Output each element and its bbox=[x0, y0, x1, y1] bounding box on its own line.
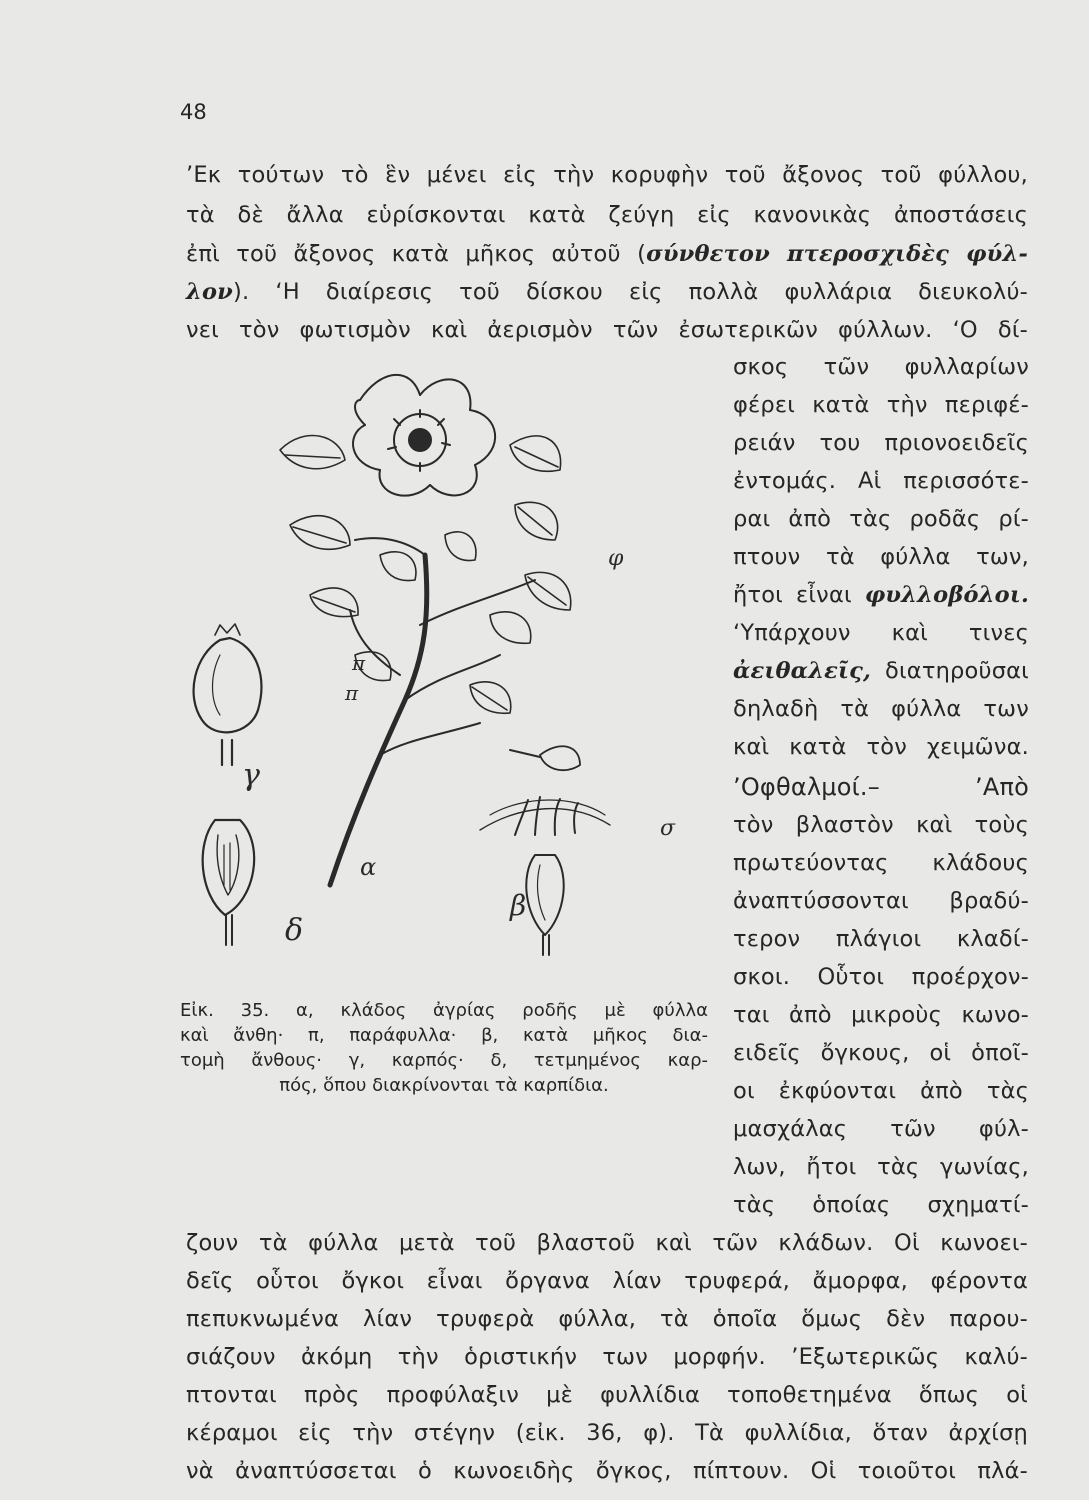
term-emphasis: λον bbox=[186, 279, 233, 305]
rose-illustration bbox=[180, 355, 710, 980]
figure-label-alpha: α bbox=[360, 853, 377, 881]
caption-line: Εἰκ. 35. α, κλάδος ἀγρίας ροδῆς μὲ φύλλα bbox=[180, 1000, 708, 1021]
page-number: 48 bbox=[180, 100, 207, 124]
text-line: λον). ‘Η διαίρεσις τοῦ δίσκου εἰς πολλὰ φυλλάρια διευκολύ- bbox=[186, 279, 1028, 305]
text-line: πρωτεύοντας κλάδους bbox=[733, 850, 1029, 876]
rose-branch-figure bbox=[180, 355, 710, 980]
term-emphasis: ἀειθαλεῖς, bbox=[733, 658, 872, 684]
text-line: ἀναπτύσσονται βραδύ- bbox=[733, 888, 1029, 914]
flower-section-drawing bbox=[480, 797, 610, 955]
text-line: πτουν τὰ φύλλα των, bbox=[733, 544, 1029, 570]
figure-label-pi: π bbox=[352, 651, 366, 675]
figure-label-phi: φ bbox=[608, 546, 624, 571]
text-line: ἀειθαλεῖς, διατηροῦσαι bbox=[733, 658, 1029, 684]
text-line: δεῖς οὗτοι ὄγκοι εἶναι ὄργανα λίαν τρυφερά, ἄμορφα, φέροντα bbox=[186, 1268, 1028, 1294]
text-line: κέραμοι εἰς τὴν στέγην (εἰκ. 36, φ). Τὰ φυλλίδια, ὅταν ἀρχίσῃ bbox=[186, 1420, 1028, 1446]
term-emphasis: φυλλοβόλοι. bbox=[864, 582, 1029, 608]
caption-line: καὶ ἄνθη· π, παράφυλλα· β, κατὰ μῆκος δια- bbox=[180, 1025, 708, 1046]
text-line: δηλαδὴ τὰ φύλλα των bbox=[733, 696, 1029, 722]
text-line: τὰ δὲ ἄλλα εὑρίσκονται κατὰ ζεύγη εἰς κανονικὰς ἀποστάσεις bbox=[186, 202, 1028, 228]
text-line: φέρει κατὰ τὴν περιφέ- bbox=[733, 392, 1029, 418]
text-line: ειδεῖς ὄγκους, οἱ ὁποῖ- bbox=[733, 1040, 1029, 1066]
text-line: πεπυκνωμένα λίαν τρυφερὰ φύλλα, τὰ ὁποῖα ὅμως δὲν παρου- bbox=[186, 1306, 1028, 1332]
fruit-drawing bbox=[194, 624, 262, 765]
text-line: πτονται πρὸς προφύλαξιν μὲ φυλλίδια τοποθετημένα ὅπως οἱ bbox=[186, 1382, 1028, 1408]
text-line: οι ἐκφύονται ἀπὸ τὰς bbox=[733, 1078, 1029, 1104]
text-line: ἐπὶ τοῦ ἄξονος κατὰ μῆκος αὐτοῦ (σύνθετον πτεροσχιδὲς φύλ- bbox=[186, 241, 1028, 267]
text-line: ζουν τὰ φύλλα μετὰ τοῦ βλαστοῦ καὶ τῶν κλάδων. Οἱ κωνοει- bbox=[186, 1230, 1028, 1256]
text-line: νὰ ἀναπτύσσεται ὁ κωνοειδὴς ὄγκος, πίπτουν. Οἱ τοιοῦτοι πλά- bbox=[186, 1458, 1028, 1484]
figure-label-pi: π bbox=[345, 681, 359, 705]
term-emphasis: σύνθετον πτεροσχιδὲς φύλ- bbox=[646, 241, 1028, 267]
section-heading-line: ’Οφθαλμοί.– ’Απὸ bbox=[733, 773, 1029, 801]
text-line: σιάζουν ἀκόμη τὴν ὁριστικήν των μορφήν. ’Εξωτερικῶς καλύ- bbox=[186, 1344, 1028, 1370]
caption-line: πός, ὅπου διακρίνονται τὰ καρπίδια. bbox=[279, 1075, 609, 1096]
text-line: ἐντομάς. Αἱ περισσότε- bbox=[733, 468, 1029, 494]
open-flower-drawing bbox=[353, 375, 495, 496]
text-line: ρειάν του πριονοειδεῖς bbox=[733, 430, 1029, 456]
text-line: τὰς ὁποίας σχηματί- bbox=[733, 1192, 1029, 1218]
text-line: νει τὸν φωτισμὸν καὶ ἀερισμὸν τῶν ἐσωτερικῶν φύλλων. ‘Ο δί- bbox=[186, 317, 1028, 343]
text-line: τερον πλάγιοι κλαδί- bbox=[733, 926, 1029, 952]
figure-label-delta: δ bbox=[285, 913, 304, 948]
cut-fruit-drawing bbox=[203, 820, 255, 945]
text-line: ραι ἀπὸ τὰς ροδᾶς ρί- bbox=[733, 506, 1029, 532]
text-line: ‘Υπάρχουν καὶ τινες bbox=[733, 620, 1029, 646]
text-line: σκοι. Οὗτοι προέρχον- bbox=[733, 964, 1029, 990]
figure-label-gamma: γ bbox=[242, 758, 260, 793]
text-line: ’Εκ τούτων τὸ ἓν μένει εἰς τὴν κορυφὴν τοῦ ἄξονος τοῦ φύλλου, bbox=[186, 162, 1028, 188]
text-line: λων, ἤτοι τὰς γωνίας, bbox=[733, 1154, 1029, 1180]
text-line: τὸν βλαστὸν καὶ τοὺς bbox=[733, 812, 1029, 838]
text-line: καὶ κατὰ τὸν χειμῶνα. bbox=[733, 734, 1029, 760]
text-line: σκος τῶν φυλλαρίων bbox=[733, 354, 1029, 380]
text-line: ἤτοι εἶναι φυλλοβόλοι. bbox=[733, 582, 1029, 608]
figure-caption bbox=[180, 998, 708, 1098]
text-line: ται ἀπὸ μικροὺς κωνο- bbox=[733, 1002, 1029, 1028]
figure-label-sigma: σ bbox=[660, 816, 676, 841]
figure-label-beta: β bbox=[510, 889, 527, 922]
text-line: μασχάλας τῶν φύλ- bbox=[733, 1116, 1029, 1142]
caption-line: τομὴ ἄνθους· γ, καρπός· δ, τετμημένος καρ- bbox=[180, 1050, 708, 1071]
